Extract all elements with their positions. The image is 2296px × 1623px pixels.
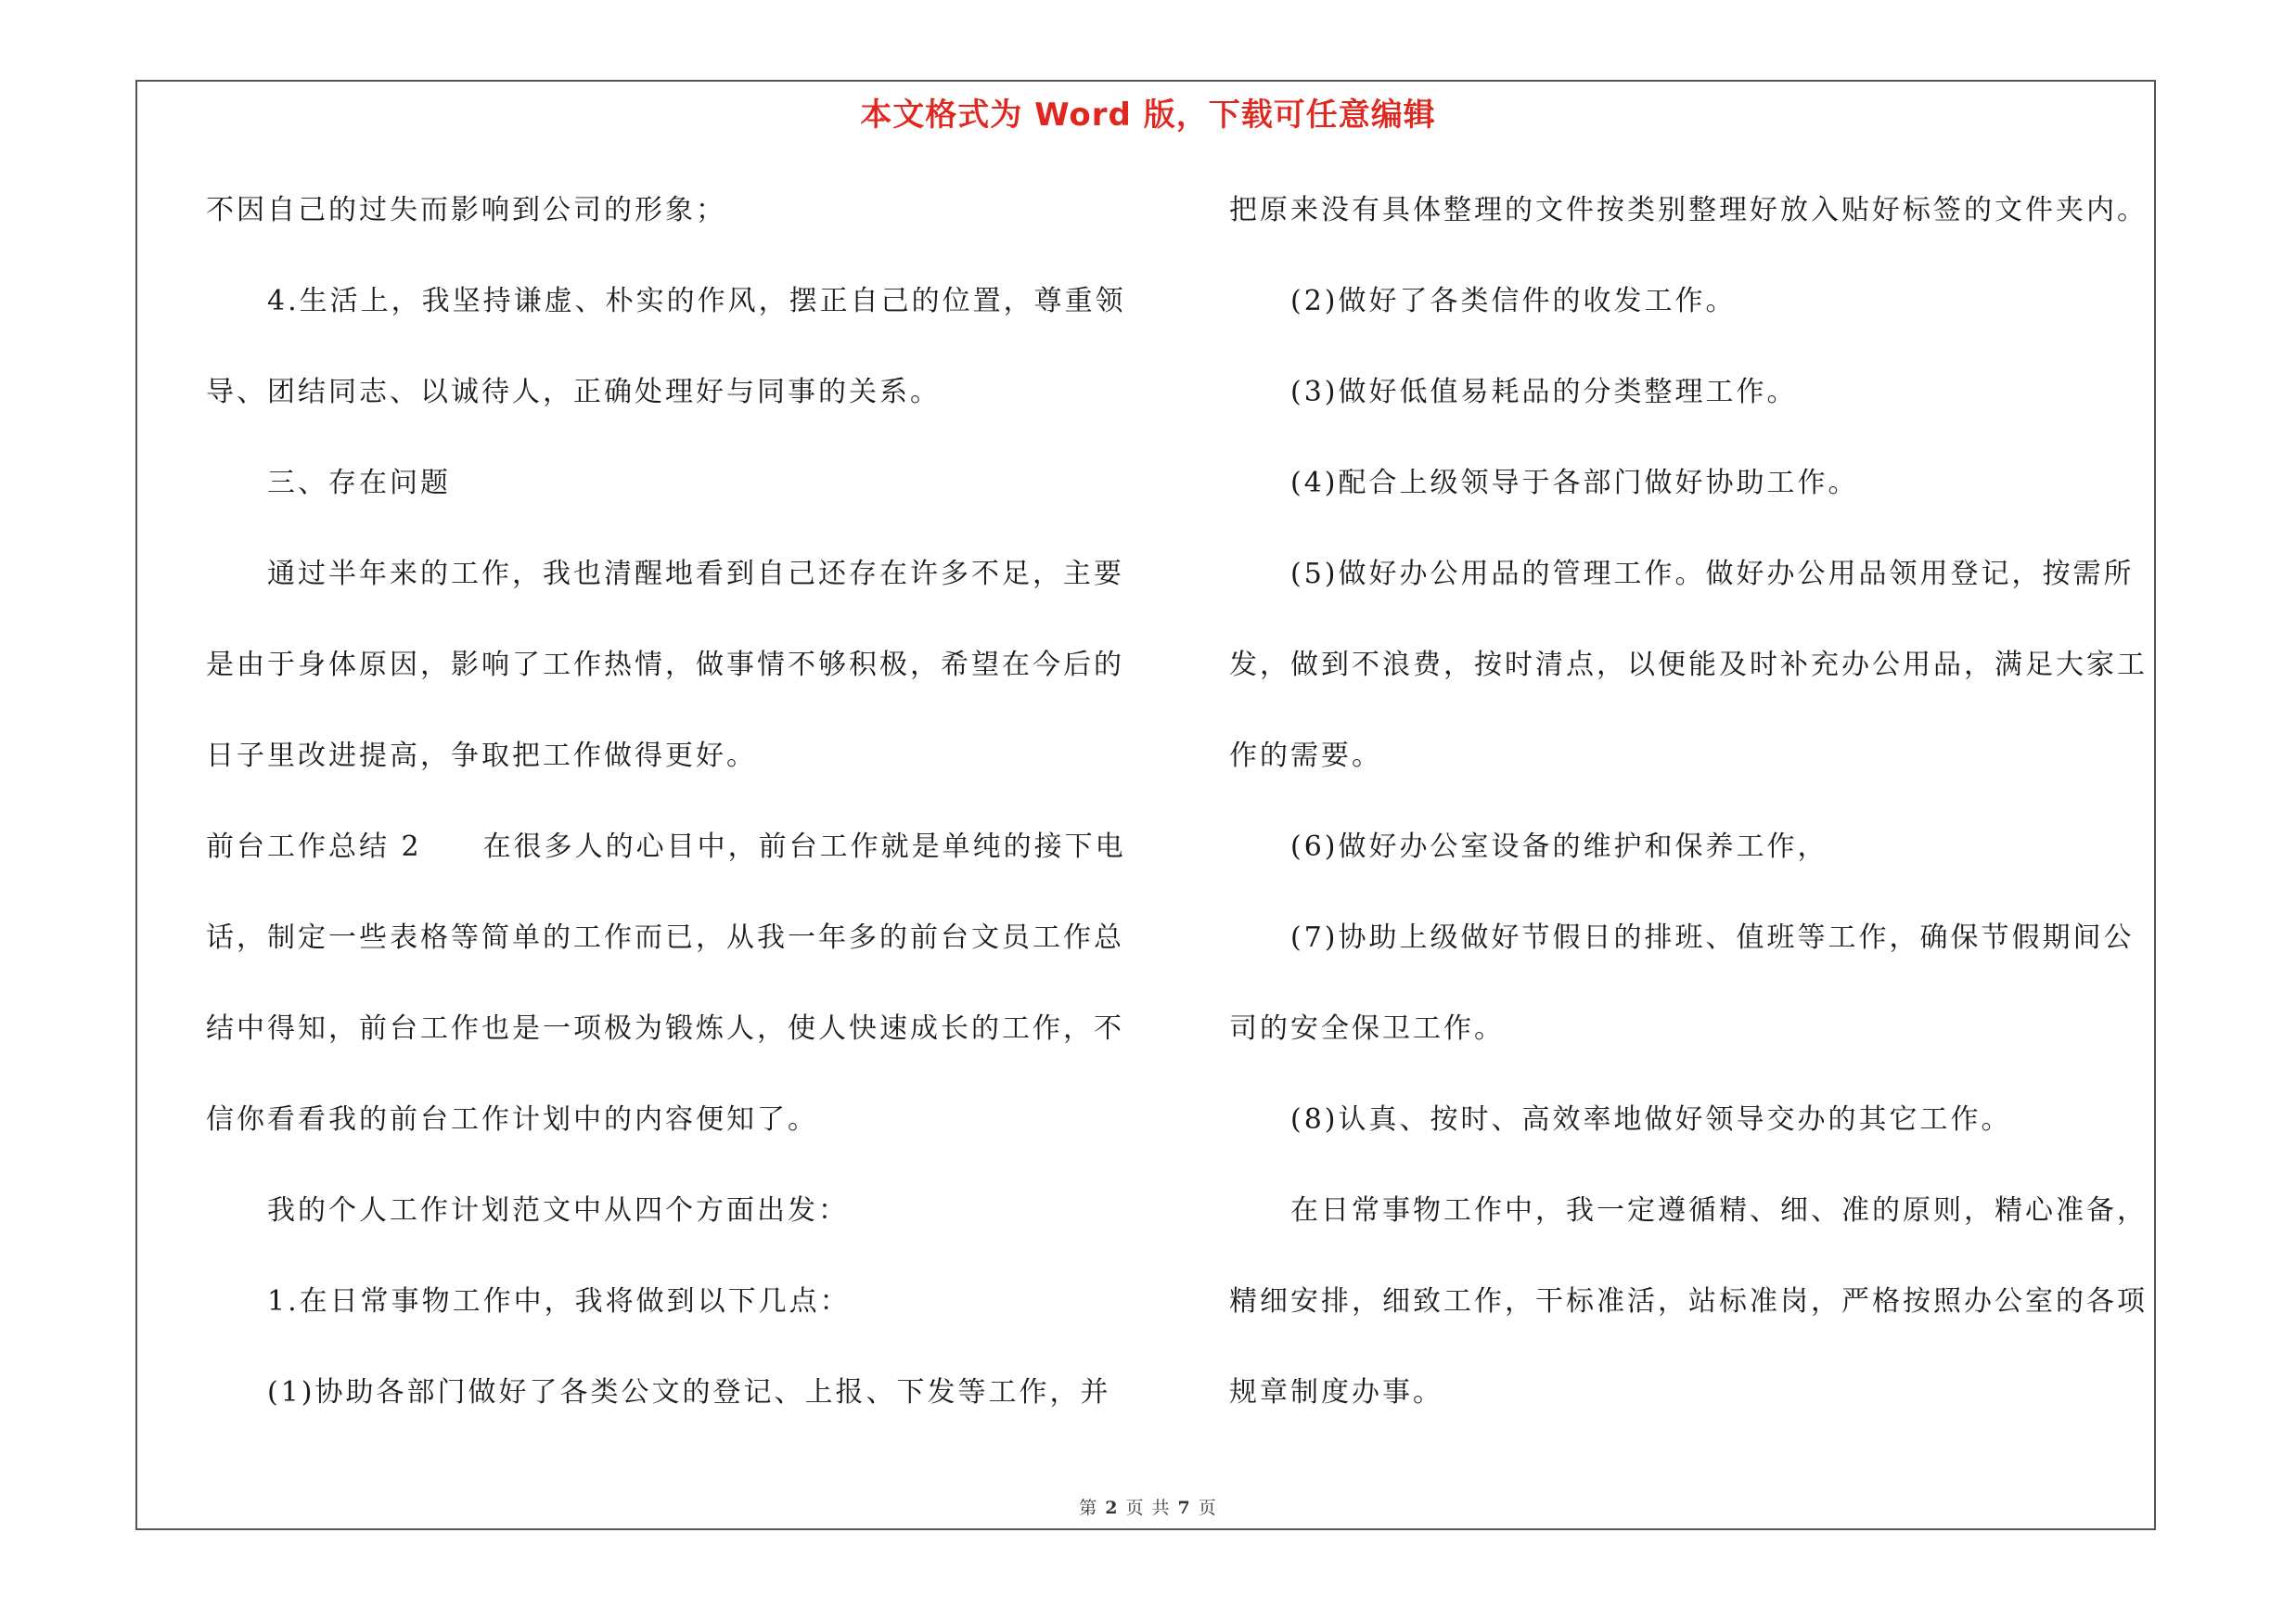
paragraph-line: 导、团结同志、以诚待人，正确处理好与同事的关系。 <box>206 376 941 408</box>
page-number-footer <box>0 1494 2296 1519</box>
footer-prefix: 第 <box>1079 1498 1098 1518</box>
paragraph-line: (8)认真、按时、高效率地做好领导交办的其它工作。 <box>1290 1103 2012 1136</box>
paragraph-line: (6)做好办公室设备的维护和保养工作， <box>1290 831 1828 863</box>
paragraph-line: (2)做好了各类信件的收发工作。 <box>1290 285 1737 317</box>
paragraph-line: 前台工作总结 2 在很多人的心目中，前台工作就是单纯的接下电 <box>206 831 1126 863</box>
paragraph-line: 作的需要。 <box>1229 740 1382 772</box>
paragraph-line: 结中得知，前台工作也是一项极为锻炼人，使人快速成长的工作，不 <box>206 1012 1124 1045</box>
paragraph-line: 我的个人工作计划范文中从四个方面出发： <box>267 1194 849 1227</box>
paragraph-line: 在日常事物工作中，我一定遵循精、细、准的原则，精心准备， <box>1290 1194 2148 1227</box>
paragraph-line: 把原来没有具体整理的文件按类别整理好放入贴好标签的文件夹内。 <box>1229 194 2148 226</box>
paragraph-line: (3)做好低值易耗品的分类整理工作。 <box>1290 376 1798 408</box>
paragraph-line: (1)协助各部门做好了各类公文的登记、上报、下发等工作，并 <box>267 1376 1111 1409</box>
total-pages-number: 7 <box>1177 1498 1191 1518</box>
paragraph-line: 精细安排，细致工作，干标准活，站标准岗，严格按照办公室的各项 <box>1229 1285 2148 1318</box>
right-text-column <box>1229 180 2166 1453</box>
paragraph-line: 信你看看我的前台工作计划中的内容便知了。 <box>206 1103 818 1136</box>
paragraph-line: 发，做到不浪费，按时清点，以便能及时补充办公用品，满足大家工 <box>1229 649 2148 681</box>
paragraph-line: 不因自己的过失而影响到公司的形象； <box>206 194 726 226</box>
footer-suffix: 页 <box>1198 1498 1217 1518</box>
paragraph-line: 是由于身体原因，影响了工作热情，做事情不够积极，希望在今后的 <box>206 649 1124 681</box>
paragraph-line: (5)做好办公用品的管理工作。做好办公用品领用登记，按需所 <box>1290 558 2135 590</box>
paragraph-line: 日子里改进提高，争取把工作做得更好。 <box>206 740 757 772</box>
paragraph-line: 三、存在问题 <box>267 467 451 499</box>
paragraph-line: (7)协助上级做好节假日的排班、值班等工作，确保节假期间公 <box>1290 921 2135 954</box>
current-page-number: 2 <box>1105 1498 1119 1518</box>
footer-total-word: 共 <box>1151 1498 1171 1518</box>
paragraph-line: (4)配合上级领导于各部门做好协助工作。 <box>1290 467 1859 499</box>
left-text-column <box>206 180 1134 1453</box>
paragraph-line: 话，制定一些表格等简单的工作而已，从我一年多的前台文员工作总 <box>206 921 1124 954</box>
paragraph-line: 1.在日常事物工作中，我将做到以下几点： <box>267 1285 851 1318</box>
paragraph-line: 规章制度办事。 <box>1229 1376 1443 1409</box>
paragraph-line: 4.生活上，我坚持谦虚、朴实的作风，摆正自己的位置，尊重领 <box>267 285 1126 317</box>
format-notice-banner: 本文格式为 Word 版，下载可任意编辑 <box>860 97 1436 134</box>
paragraph-line: 司的安全保卫工作。 <box>1229 1012 1505 1045</box>
paragraph-line: 通过半年来的工作，我也清醒地看到自己还存在许多不足，主要 <box>267 558 1124 590</box>
footer-page-word: 页 <box>1125 1498 1145 1518</box>
